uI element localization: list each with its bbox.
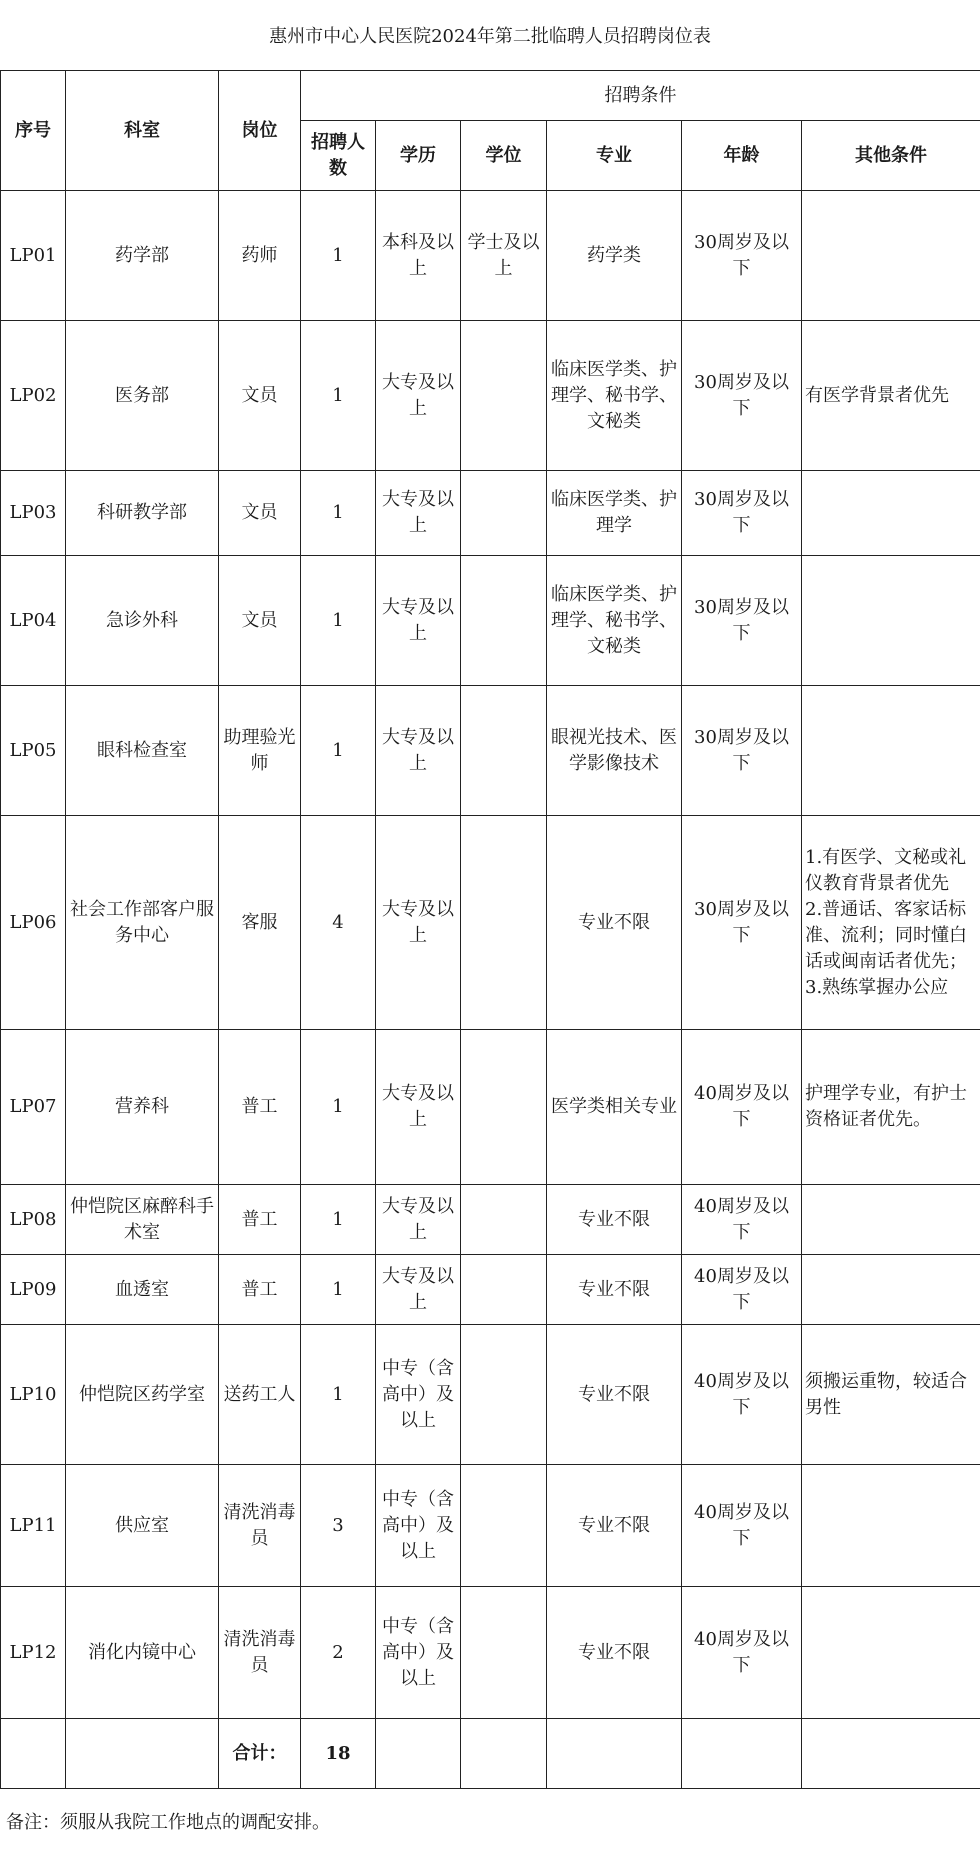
total-row <box>1 1719 980 1789</box>
degree-cell <box>461 1587 547 1719</box>
count-cell: 1 <box>301 1255 376 1325</box>
education-cell: 大专及以上 <box>376 1255 461 1325</box>
other-cell <box>802 1185 980 1255</box>
count-cell: 3 <box>301 1465 376 1587</box>
header-conditions: 招聘条件 <box>301 71 980 121</box>
age-cell: 30周岁及以下 <box>682 191 802 321</box>
degree-cell <box>461 816 547 1030</box>
seq-cell: LP04 <box>1 556 66 686</box>
major-cell: 临床医学类、护理学、秘书学、文秘类 <box>547 556 682 686</box>
other-cell <box>802 321 980 471</box>
count-cell: 2 <box>301 1587 376 1719</box>
age-cell: 30周岁及以下 <box>682 686 802 816</box>
dept-cell: 眼科检查室 <box>66 686 219 816</box>
dept-cell: 营养科 <box>66 1030 219 1185</box>
count-cell: 1 <box>301 1325 376 1465</box>
seq-cell: LP01 <box>1 191 66 321</box>
dept-cell: 急诊外科 <box>66 556 219 686</box>
dept-cell: 供应室 <box>66 1465 219 1587</box>
table-row <box>1 816 980 1030</box>
dept-cell: 仲恺院区药学室 <box>66 1325 219 1465</box>
header-post: 岗位 <box>219 71 301 191</box>
degree-cell <box>461 1255 547 1325</box>
education-cell: 中专（含高中）及以上 <box>376 1325 461 1465</box>
table-row <box>1 686 980 816</box>
other-cell <box>802 556 980 686</box>
header-dept: 科室 <box>66 71 219 191</box>
age-cell: 30周岁及以下 <box>682 816 802 1030</box>
seq-cell: LP07 <box>1 1030 66 1185</box>
recruitment-table <box>0 70 980 1789</box>
dept-cell: 消化内镜中心 <box>66 1587 219 1719</box>
count-cell: 4 <box>301 816 376 1030</box>
seq-cell: LP10 <box>1 1325 66 1465</box>
header-seq: 序号 <box>1 71 66 191</box>
dept-cell: 医务部 <box>66 321 219 471</box>
header-other: 其他条件 <box>802 121 980 191</box>
other-conditions-text: 须搬运重物，较适合男性 <box>805 1370 967 1418</box>
degree-cell <box>461 1465 547 1587</box>
post-cell: 客服 <box>219 816 301 1030</box>
post-cell: 普工 <box>219 1030 301 1185</box>
age-cell: 40周岁及以下 <box>682 1030 802 1185</box>
other-conditions-text: 1.有医学、文秘或礼仪教育背景者优先 2.普通话、客家话标准、流利；同时懂白话或闽南话者优先； 3.熟练掌握办公应 <box>805 846 967 998</box>
other-cell <box>802 686 980 816</box>
major-cell: 临床医学类、护理学、秘书学、文秘类 <box>547 321 682 471</box>
education-cell: 大专及以上 <box>376 556 461 686</box>
total-count: 18 <box>301 1719 376 1789</box>
header-count: 招聘人数 <box>301 121 376 191</box>
major-cell: 专业不限 <box>547 1587 682 1719</box>
seq-cell: LP03 <box>1 471 66 556</box>
major-cell: 眼视光技术、医学影像技术 <box>547 686 682 816</box>
seq-cell: LP09 <box>1 1255 66 1325</box>
seq-cell: LP12 <box>1 1587 66 1719</box>
table-row <box>1 471 980 556</box>
post-cell: 文员 <box>219 471 301 556</box>
table-row <box>1 1465 980 1587</box>
major-cell: 专业不限 <box>547 1255 682 1325</box>
education-cell: 本科及以上 <box>376 191 461 321</box>
seq-cell: LP06 <box>1 816 66 1030</box>
age-cell: 40周岁及以下 <box>682 1185 802 1255</box>
table-row <box>1 1325 980 1465</box>
dept-cell: 血透室 <box>66 1255 219 1325</box>
post-cell: 清洗消毒员 <box>219 1587 301 1719</box>
dept-cell: 科研教学部 <box>66 471 219 556</box>
education-cell: 大专及以上 <box>376 686 461 816</box>
age-cell: 30周岁及以下 <box>682 321 802 471</box>
count-cell: 1 <box>301 471 376 556</box>
post-cell: 药师 <box>219 191 301 321</box>
seq-cell: LP05 <box>1 686 66 816</box>
post-cell: 送药工人 <box>219 1325 301 1465</box>
post-cell: 普工 <box>219 1185 301 1255</box>
education-cell: 大专及以上 <box>376 816 461 1030</box>
table-row <box>1 1255 980 1325</box>
education-cell: 大专及以上 <box>376 1030 461 1185</box>
age-cell: 40周岁及以下 <box>682 1325 802 1465</box>
other-cell <box>802 1255 980 1325</box>
major-cell: 药学类 <box>547 191 682 321</box>
post-cell: 普工 <box>219 1255 301 1325</box>
other-cell <box>802 471 980 556</box>
page-title: 惠州市中心人民医院2024年第二批临聘人员招聘岗位表 <box>269 26 711 47</box>
post-cell: 助理验光师 <box>219 686 301 816</box>
major-cell: 专业不限 <box>547 1325 682 1465</box>
degree-cell <box>461 1185 547 1255</box>
count-cell: 1 <box>301 556 376 686</box>
other-cell <box>802 816 980 1030</box>
age-cell: 30周岁及以下 <box>682 471 802 556</box>
dept-cell: 社会工作部客户服务中心 <box>66 816 219 1030</box>
table-row <box>1 321 980 471</box>
other-cell <box>802 1465 980 1587</box>
post-cell: 清洗消毒员 <box>219 1465 301 1587</box>
degree-cell <box>461 321 547 471</box>
count-cell: 1 <box>301 686 376 816</box>
major-cell: 临床医学类、护理学 <box>547 471 682 556</box>
dept-cell: 仲恺院区麻醉科手术室 <box>66 1185 219 1255</box>
age-cell: 40周岁及以下 <box>682 1255 802 1325</box>
degree-cell <box>461 471 547 556</box>
table-row <box>1 1185 980 1255</box>
count-cell: 1 <box>301 321 376 471</box>
major-cell: 专业不限 <box>547 816 682 1030</box>
table-row <box>1 1030 980 1185</box>
header-degree: 学位 <box>461 121 547 191</box>
major-cell: 专业不限 <box>547 1465 682 1587</box>
header-education: 学历 <box>376 121 461 191</box>
education-cell: 大专及以上 <box>376 1185 461 1255</box>
other-cell <box>802 191 980 321</box>
age-cell: 40周岁及以下 <box>682 1587 802 1719</box>
seq-cell: LP08 <box>1 1185 66 1255</box>
count-cell: 1 <box>301 1185 376 1255</box>
table-row <box>1 1587 980 1719</box>
major-cell: 专业不限 <box>547 1185 682 1255</box>
education-cell: 中专（含高中）及以上 <box>376 1587 461 1719</box>
seq-cell: LP11 <box>1 1465 66 1587</box>
major-cell: 医学类相关专业 <box>547 1030 682 1185</box>
count-cell: 1 <box>301 1030 376 1185</box>
footnote: 备注：须服从我院工作地点的调配安排。 <box>6 1812 330 1833</box>
education-cell: 大专及以上 <box>376 321 461 471</box>
seq-cell: LP02 <box>1 321 66 471</box>
degree-cell <box>461 1030 547 1185</box>
total-label: 合计： <box>219 1719 301 1789</box>
post-cell: 文员 <box>219 556 301 686</box>
other-cell <box>802 1325 980 1465</box>
dept-cell: 药学部 <box>66 191 219 321</box>
degree-cell <box>461 556 547 686</box>
header-major: 专业 <box>547 121 682 191</box>
other-conditions-text: 护理学专业，有护士资格证者优先。 <box>805 1083 967 1130</box>
age-cell: 40周岁及以下 <box>682 1465 802 1587</box>
education-cell: 大专及以上 <box>376 471 461 556</box>
count-cell: 1 <box>301 191 376 321</box>
table-row <box>1 191 980 321</box>
other-cell <box>802 1030 980 1185</box>
degree-cell <box>461 1325 547 1465</box>
header-age: 年龄 <box>682 121 802 191</box>
other-cell <box>802 1587 980 1719</box>
degree-cell <box>461 686 547 816</box>
degree-cell: 学士及以上 <box>461 191 547 321</box>
age-cell: 30周岁及以下 <box>682 556 802 686</box>
post-cell: 文员 <box>219 321 301 471</box>
table-row <box>1 556 980 686</box>
education-cell: 中专（含高中）及以上 <box>376 1465 461 1587</box>
other-conditions-text: 有医学背景者优先 <box>805 384 949 406</box>
